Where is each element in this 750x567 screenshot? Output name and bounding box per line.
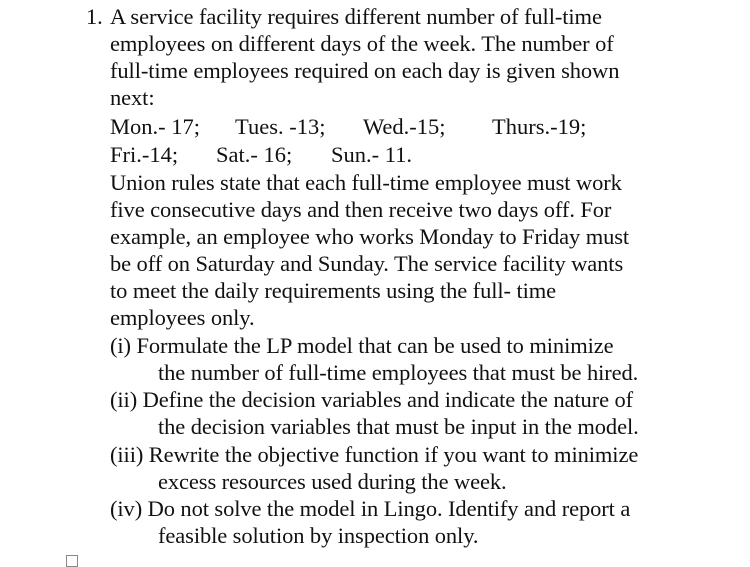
intro-line-1: A service facility requires different number of full-time [110, 4, 602, 29]
question-1-continued: the number of full-time employees that must be hired. [158, 360, 639, 385]
day-wednesday: Wed.-15; [363, 114, 446, 139]
rules-line-4: be off on Saturday and Sunday. The service facility wants [110, 251, 624, 276]
problem-number: 1. [86, 4, 103, 29]
rules-line-5: to meet the daily requirements using the full- time [110, 278, 557, 303]
question-2: (ii) Define the decision variables and indicate the nature of [110, 387, 634, 412]
intro-line-3: full-time employees required on each day is given shown [110, 58, 620, 83]
day-friday: Fri.-14; [110, 142, 179, 167]
checkbox[interactable] [66, 555, 78, 567]
rules-line-3: example, an employee who works Monday to Friday must [110, 224, 630, 249]
day-sunday: Sun.- 11. [331, 142, 413, 167]
question-4: (iv) Do not solve the model in Lingo. Identify and report a [110, 496, 631, 521]
rules-line-1: Union rules state that each full-time employee must work [110, 170, 622, 195]
question-4-continued: feasible solution by inspection only. [158, 523, 479, 548]
day-monday: Mon.- 17; [110, 114, 200, 139]
question-1: (i) Formulate the LP model that can be used to minimize [110, 333, 614, 358]
intro-line-2: employees on different days of the week. The number of [110, 31, 614, 56]
intro-line-4: next: [110, 85, 155, 110]
day-thursday: Thurs.-19; [492, 114, 587, 139]
question-2-continued: the decision variables that must be input in the model. [158, 414, 639, 439]
rules-line-6: employees only. [110, 305, 255, 330]
day-tuesday: Tues. -13; [235, 114, 326, 139]
question-3-continued: excess resources used during the week. [158, 469, 507, 494]
question-3: (iii) Rewrite the objective function if you want to minimize [110, 442, 639, 467]
day-saturday: Sat.- 16; [216, 142, 293, 167]
rules-line-2: five consecutive days and then receive two days off. For [110, 197, 612, 222]
